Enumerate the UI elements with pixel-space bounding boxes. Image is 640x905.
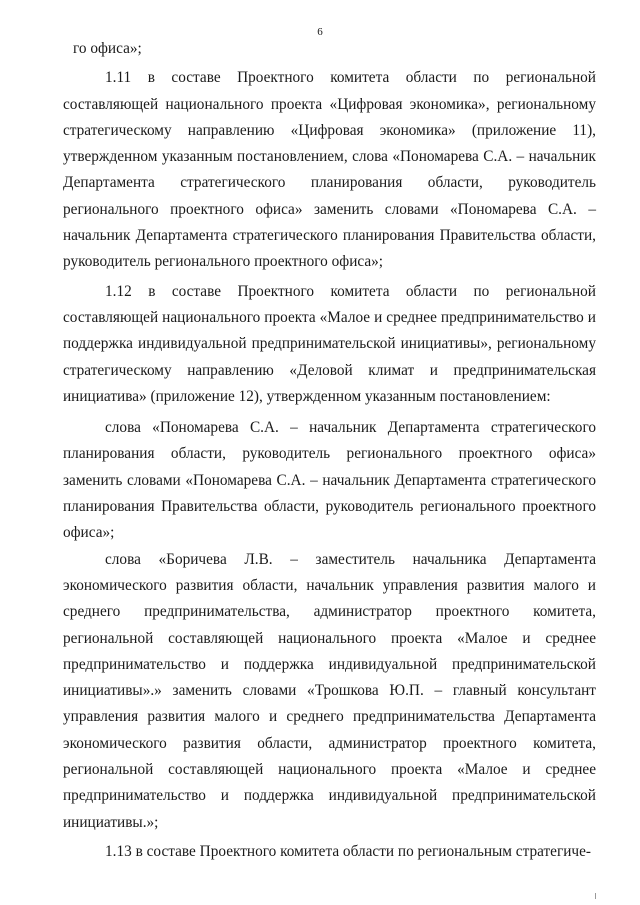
paragraph-replacement-boricheva: слова «Боричева Л.В. – заместитель начальника Департамента экономического развития области, начальник управления развития малого и среднего предпринимательства, администратор проектного комитета, региональной составляющей национального проекта «Малое и среднее предпринимательство и поддержка индивидуальной предпринимательской инициативы».» заменить словами «Трошкова Ю.П. – главный консультант управления развития малого и среднего предпринимательства Департамента экономического развития области, администратор проектного комитета, региональной составляющей национального проекта «Малое и среднее предпринимательство и поддержка индивидуальной предпринимательской инициативы.»; bbox=[63, 550, 596, 831]
scan-edge-mark bbox=[595, 893, 596, 899]
page-number: 6 bbox=[317, 26, 323, 38]
paragraph-item-1-11: 1.11 в составе Проектного комитета области по региональной составляющей национального проекта «Цифровая экономика», региональному стратегическому направлению «Цифровая экономика» (приложение 11), утвержденном указанным постановлением, слова «Пономарева С.А. – начальник Департамента стратегического планирования области, руководитель регионального проектного офиса» заменить словами «Пономарева С.А. – начальник Департамента стратегического планирования Правительства области, руководитель регионального проектного офиса»; bbox=[63, 69, 596, 271]
paragraph-item-1-13: 1.13 в составе Проектного комитета области по региональным стратегиче- bbox=[105, 842, 591, 860]
document-body bbox=[63, 36, 596, 865]
paragraph-continuation: го офиса»; bbox=[73, 40, 142, 57]
paragraph-item-1-12: 1.12 в составе Проектного комитета области по региональной составляющей национального проекта «Малое и среднее предпринимательство и поддержка индивидуальной предпринимательской инициативы», региональному стратегическому направлению «Деловой климат и предпринимательская инициатива» (приложение 12), утвержденном указанным постановлением: bbox=[63, 282, 596, 405]
paragraph-replacement-ponomareva: слова «Пономарева С.А. – начальник Департамента стратегического планирования области, руководитель регионального проектного офиса» заменить словами «Пономарева С.А. – начальник Департамента стратегического планирования Правительства области, руководитель регионального проектного офиса»; bbox=[63, 419, 596, 542]
